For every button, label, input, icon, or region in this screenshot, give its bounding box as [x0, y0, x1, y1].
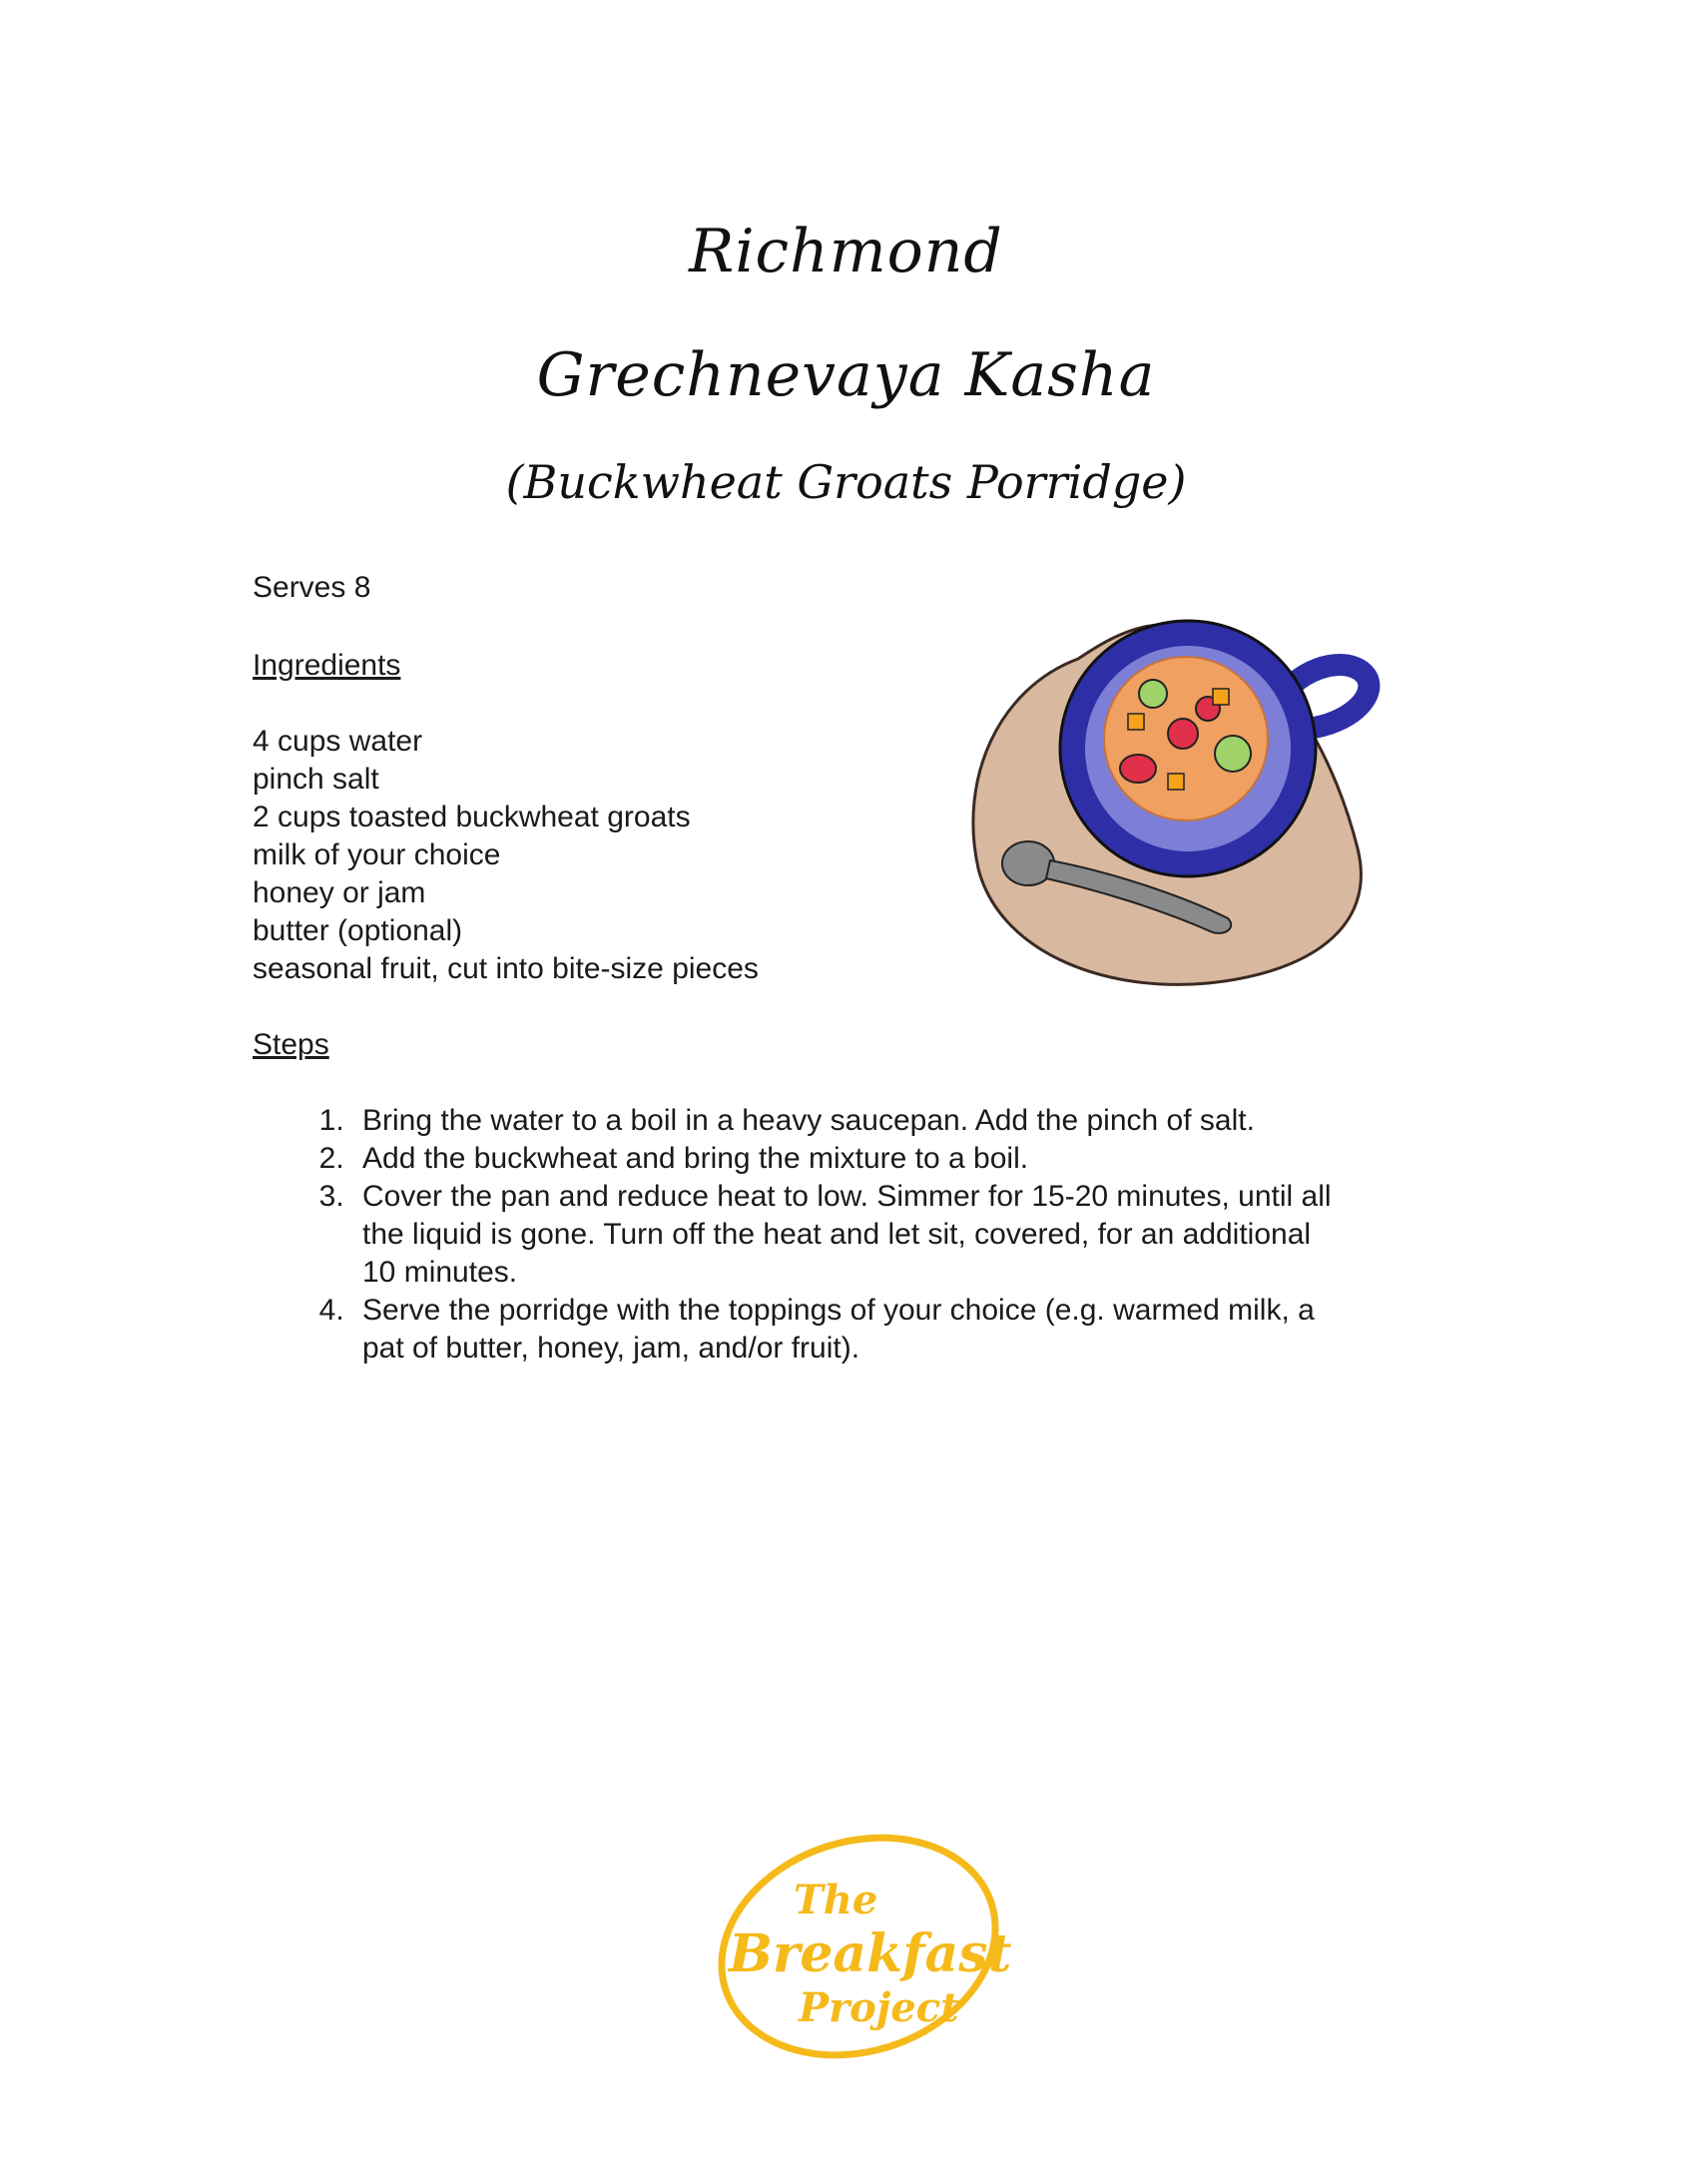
- ingredient-item: butter (optional): [253, 914, 463, 947]
- ingredient-item: pinch salt: [253, 763, 379, 796]
- ingredient-item: honey or jam: [253, 876, 426, 909]
- breakfast-project-logo: [679, 1822, 1018, 2061]
- title-location: Richmond: [689, 217, 1003, 286]
- mango-piece: [1213, 689, 1229, 705]
- ingredient-item: seasonal fruit, cut into bite-size pieces: [253, 952, 759, 985]
- kiwi-slice: [1215, 736, 1251, 772]
- steps-list: [253, 1102, 1351, 1367]
- logo-line2: Breakfast: [729, 1923, 1012, 1984]
- mango-piece: [1128, 714, 1144, 730]
- kiwi-slice: [1139, 680, 1167, 708]
- ingredient-item: milk of your choice: [253, 838, 501, 871]
- step-item: 1. Bring the water to a boil in a heavy saucepan. Add the pinch of salt.: [352, 1102, 1351, 1140]
- steps-heading: Steps: [253, 1028, 329, 1061]
- ingredients-heading: Ingredients: [253, 649, 401, 682]
- logo-line1: The: [794, 1877, 878, 1923]
- title-translation: (Buckwheat Groats Porridge): [505, 455, 1187, 509]
- ingredient-item: 4 cups water: [253, 725, 423, 758]
- logo-line3: Project: [799, 1984, 959, 2031]
- mango-piece: [1168, 774, 1184, 790]
- strawberry: [1168, 719, 1198, 749]
- strawberry: [1120, 755, 1156, 783]
- title-dish: Grechnevaya Kasha: [536, 340, 1156, 410]
- recipe-title: [0, 190, 1692, 527]
- step-item: 3. Cover the pan and reduce heat to low. Simmer for 15-20 minutes, until all the liquid is gone. Turn off the heat and let sit, covered, for an additional 10 minutes.: [352, 1178, 1351, 1292]
- ingredient-item: 2 cups toasted buckwheat groats: [253, 801, 691, 833]
- porridge-bowl-illustration: [958, 599, 1437, 998]
- serves-count: Serves 8: [253, 571, 371, 604]
- step-item: 2. Add the buckwheat and bring the mixture to a boil.: [352, 1140, 1351, 1178]
- step-item: 4. Serve the porridge with the toppings of your choice (e.g. warmed milk, a pat of butter, honey, jam, and/or fruit).: [352, 1292, 1351, 1367]
